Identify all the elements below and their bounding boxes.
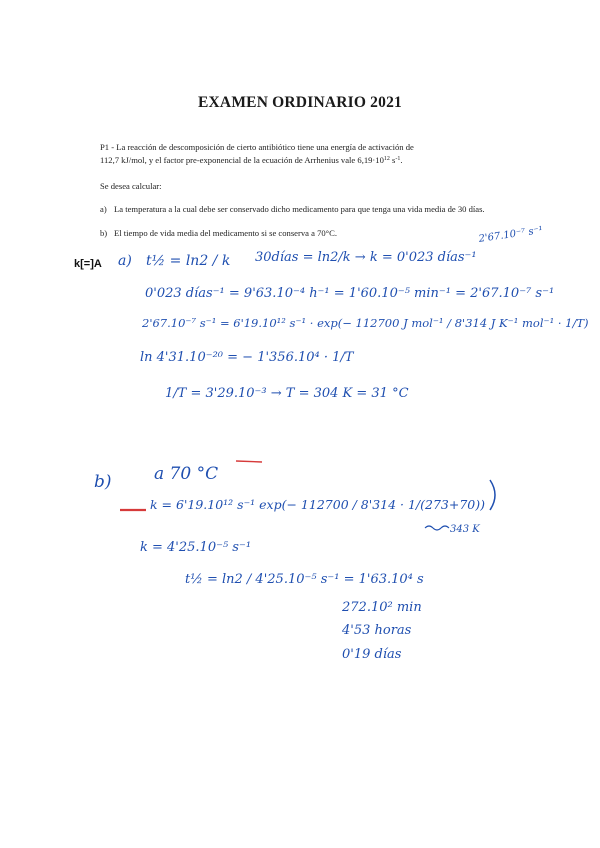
hw-a-30dias: 30días = ln2/k → k = 0'023 días⁻¹ bbox=[255, 250, 477, 265]
bracket-right bbox=[490, 480, 495, 510]
problem-statement bbox=[100, 141, 414, 166]
hw-b-343K: 343 K bbox=[450, 524, 480, 535]
question-b-label: b) bbox=[100, 228, 108, 238]
question-b bbox=[100, 227, 337, 239]
hw-a-line-2: 0'023 días⁻¹ = 9'63.10⁻⁴ h⁻¹ = 1'60.10⁻⁵ min⁻¹ = 2'67.10⁻⁷ s⁻¹ bbox=[145, 286, 555, 301]
hw-b-line-1: k = 6'19.10¹² s⁻¹ exp(− 112700 / 8'314 · 1/(273+70)) bbox=[150, 497, 486, 512]
question-a-text: La temperatura a la cual debe ser conservado dicho medicamento para que tenga una vida media de 30 días. bbox=[114, 204, 485, 214]
hw-a-formula: t½ = ln2 / k bbox=[146, 253, 231, 269]
hw-b-line-5: 4'53 horas bbox=[342, 623, 412, 638]
hw-a-side-value: 2'67.10⁻⁷ s⁻¹ bbox=[478, 225, 544, 245]
squiggle-underline bbox=[425, 526, 449, 530]
question-a-label: a) bbox=[100, 204, 107, 214]
hw-b-line-2: k = 4'25.10⁻⁵ s⁻¹ bbox=[140, 540, 252, 555]
problem-line-1: P1 - La reacción de descomposición de cierto antibiótico tiene una energía de activación de bbox=[100, 142, 414, 152]
question-a bbox=[100, 203, 485, 215]
hw-a-line-3: 2'67.10⁻⁷ s⁻¹ = 6'19.10¹² s⁻¹ · exp(− 112700 J mol⁻¹ / 8'314 J K⁻¹ mol⁻¹ · 1/T) bbox=[142, 316, 589, 330]
ask-heading: Se desea calcular: bbox=[100, 181, 162, 191]
hw-b-line-4: 272.10² min bbox=[342, 600, 422, 615]
hw-b-label: b) bbox=[94, 472, 112, 492]
hw-a-line-5: 1/T = 3'29.10⁻³ → T = 304 K = 31 °C bbox=[165, 386, 409, 401]
hw-b-title: a 70 °C bbox=[154, 464, 219, 484]
exam-title: EXAMEN ORDINARIO 2021 bbox=[198, 94, 402, 111]
hw-b-line-6: 0'19 días bbox=[342, 647, 402, 662]
red-dash-top bbox=[236, 461, 262, 462]
hw-b-line-3: t½ = ln2 / 4'25.10⁻⁵ s⁻¹ = 1'63.10⁴ s bbox=[185, 572, 424, 587]
hw-a-line-4: ln 4'31.10⁻²⁰ = − 1'356.10⁴ · 1/T bbox=[140, 350, 354, 365]
hw-a-label: a) bbox=[118, 253, 132, 269]
question-b-text: El tiempo de vida media del medicamento si se conserva a 70°C. bbox=[114, 228, 337, 238]
problem-line-2: 112,7 kJ/mol, y el factor pre-exponencial de la ecuación de Arrhenius vale $6,19\cdot 10^{12}$ $s^{-1}$. bbox=[100, 155, 403, 165]
k-units-annotation: k[=]A bbox=[74, 258, 102, 270]
